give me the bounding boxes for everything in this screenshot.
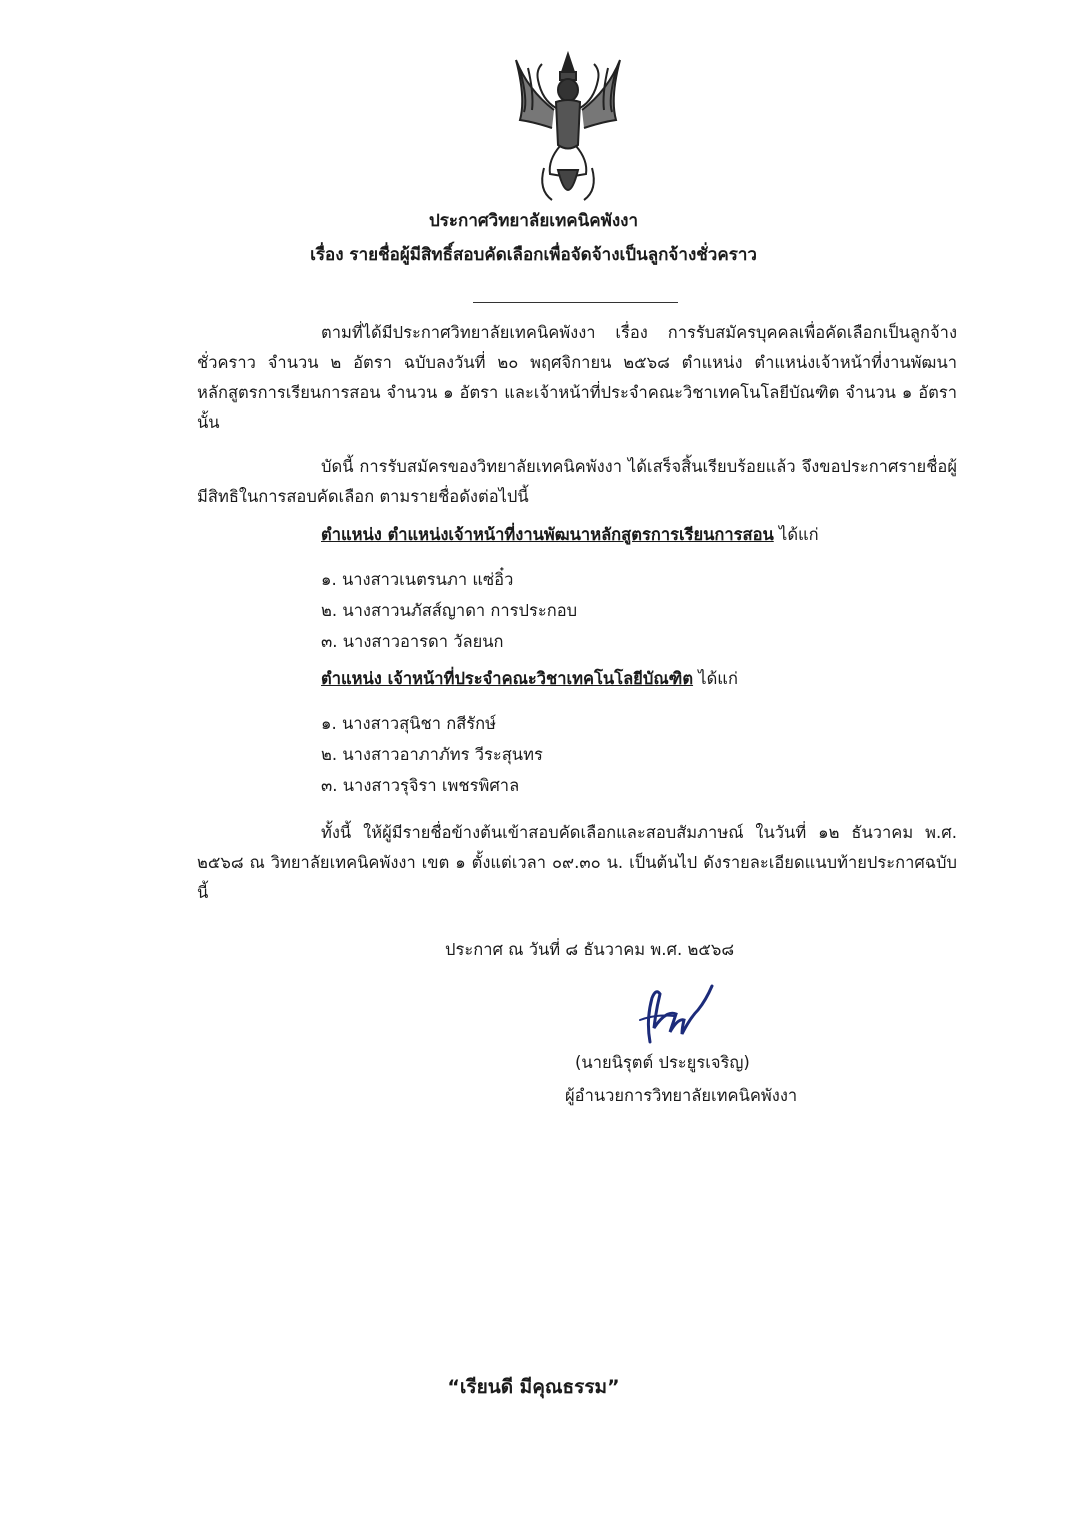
announcement-title: ประกาศวิทยาลัยเทคนิคพังงา: [428, 211, 639, 231]
section-heading-1: [321, 522, 819, 548]
section-heading-2-suffix: ได้แก่: [698, 669, 738, 688]
signatory-name: (นายนิรุตต์ ประยูรเจริญ): [575, 1053, 750, 1072]
announcement-subject: เรื่อง รายชื่อผู้มีสิทธิ์สอบคัดเลือกเพื่อจัดจ้างเป็นลูกจ้างชั่วคราว: [310, 245, 757, 265]
list-item: ๑. นางสาวสุนิชา กสีรักษ์: [321, 714, 497, 733]
list-item: ๓. นางสาวอารดา วัลยนก: [321, 632, 504, 651]
list-item: ๓. นางสาวรุจิรา เพชรพิศาล: [321, 776, 520, 795]
section-heading-1-suffix: ได้แก่: [779, 525, 819, 544]
section-heading-1-text: ตำแหน่ง ตำแหน่งเจ้าหน้าที่งานพัฒนาหลักสูตรการเรียนการสอน: [321, 525, 774, 544]
signature-icon: [626, 980, 716, 1052]
title-divider: [473, 302, 678, 303]
paragraph-announcement: บัดนี้ การรับสมัครของวิทยาลัยเทคนิคพังงา ได้เสร็จสิ้นเรียบร้อยแล้ว จึงขอประกาศรายชื่อผู้มีสิทธิในการสอบคัดเลือก ตามรายชื่อดังต่อไปนี้: [197, 457, 957, 506]
list-item: ๑. นางสาวเนตรนภา แซ่อิ๋ว: [321, 570, 514, 589]
section-heading-2: [321, 666, 738, 692]
list-item: ๒. นางสาวอาภาภัทร วีระสุนทร: [321, 745, 543, 764]
paragraph-intro: ตามที่ได้มีประกาศวิทยาลัยเทคนิคพังงา เรื่อง การรับสมัครบุคคลเพื่อคัดเลือกเป็นลูกจ้างชั่วคราว จำนวน ๒ อัตรา ฉบับลงวันที่ ๒๐ พฤศจิกายน ๒๕๖๘ ตำแหน่ง ตำแหน่งเจ้าหน้าที่งานพัฒนาหลักสูตรการเรียนการสอน จำนวน ๑ อัตรา และเจ้าหน้าที่ประจำคณะวิชาเทคโนโลยีบัณฑิต จำนวน ๑ อัตรา นั้น: [197, 323, 957, 432]
signatory-position: ผู้อำนวยการวิทยาลัยเทคนิคพังงา: [565, 1086, 798, 1105]
announcement-date: ประกาศ ณ วันที่ ๘ ธันวาคม พ.ศ. ๒๕๖๘: [445, 940, 735, 959]
section-heading-2-text: ตำแหน่ง เจ้าหน้าที่ประจำคณะวิชาเทคโนโลยีบัณฑิต: [321, 669, 694, 688]
garuda-emblem-icon: [508, 50, 628, 210]
college-motto: “เรียนดี มีคุณธรรม”: [447, 1376, 620, 1398]
paragraph-exam-details: ทั้งนี้ ให้ผู้มีรายชื่อข้างต้นเข้าสอบคัดเลือกและสอบสัมภาษณ์ ในวันที่ ๑๒ ธันวาคม พ.ศ. ๒๕๖๘ ณ วิทยาลัยเทคนิคพังงา เขต ๑ ตั้งแต่เวลา ๐๙.๓๐ น. เป็นต้นไป ดังรายละเอียดแนบท้ายประกาศฉบับนี้: [197, 823, 957, 902]
list-item: ๒. นางสาวนภัสส์ญาดา การประกอบ: [321, 601, 578, 620]
